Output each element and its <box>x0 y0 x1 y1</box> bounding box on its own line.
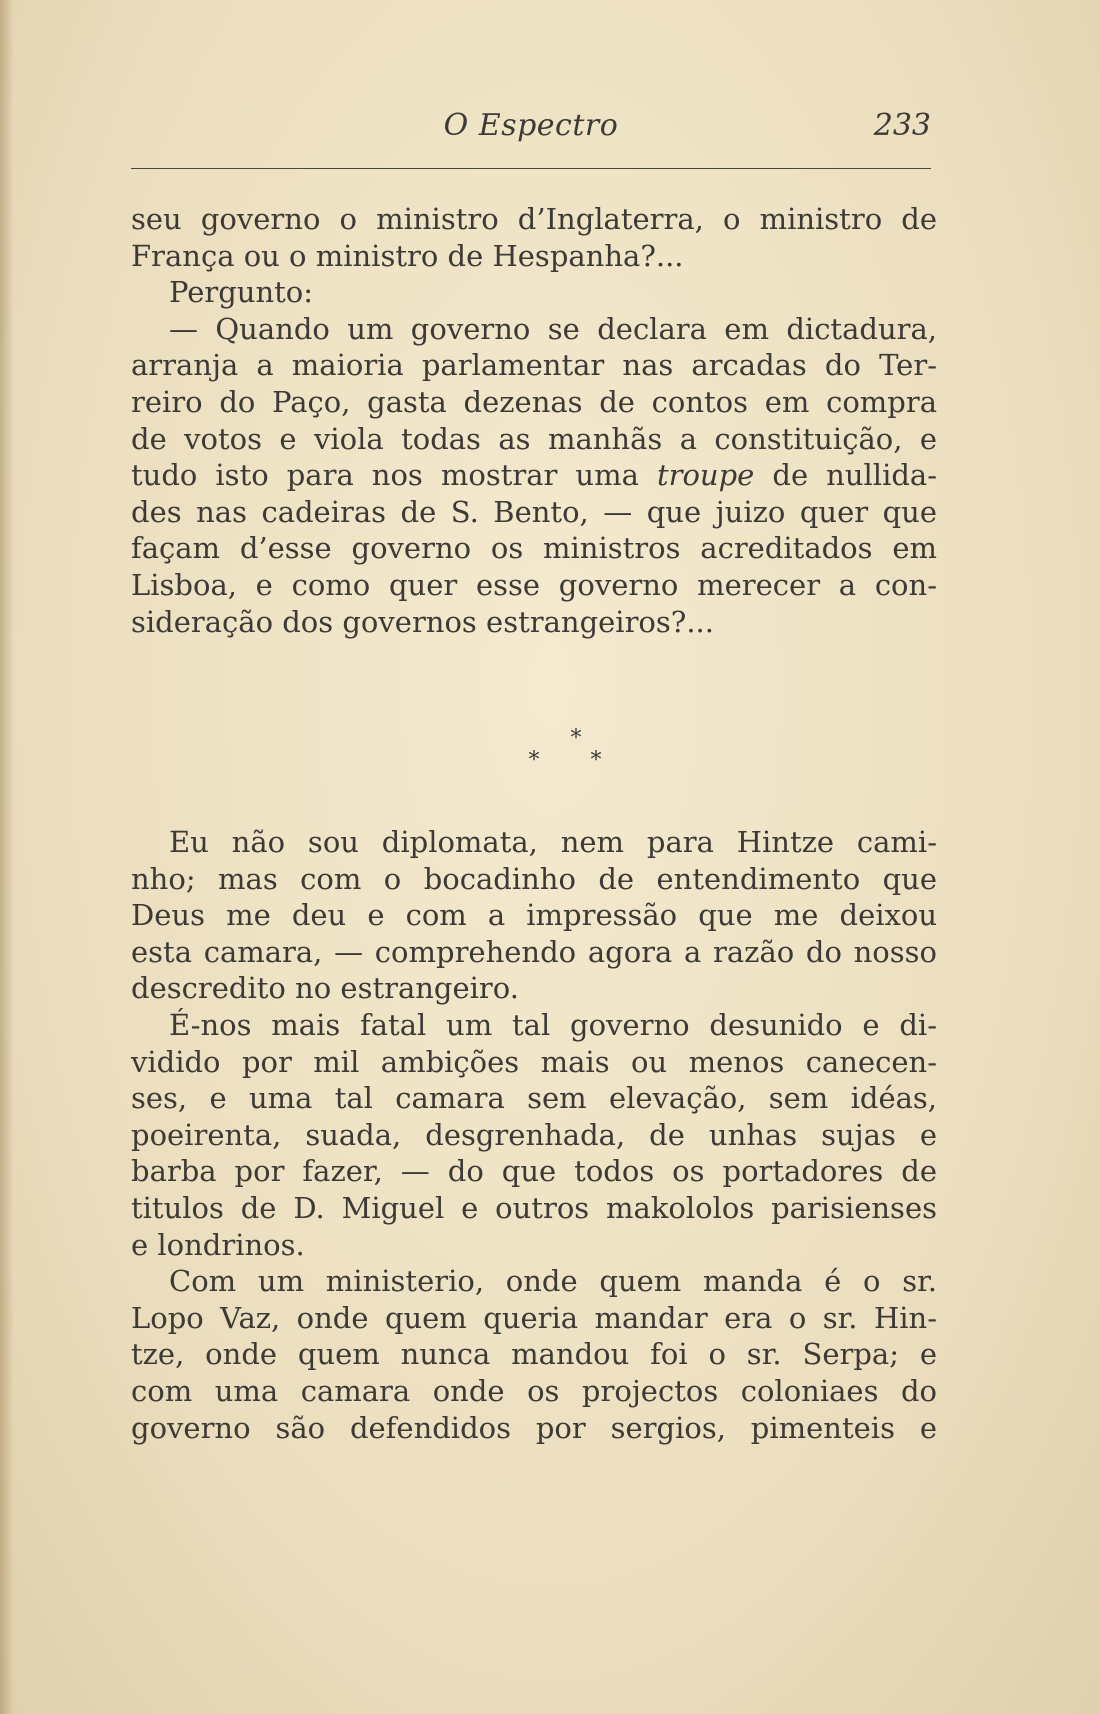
text-line: poeirenta, suada, desgrenhada, de unhas sujas e <box>131 1117 937 1152</box>
text-line: vidido por mil ambições mais ou menos canecen- <box>131 1044 937 1079</box>
text-line: França ou o ministro de Hespanha?... <box>131 238 684 273</box>
text-fragment: tudo isto para nos mostrar uma <box>131 458 657 493</box>
header-rule <box>131 168 931 169</box>
body-text-first <box>131 201 937 640</box>
text-line: Lopo Vaz, onde quem queria mandar era o sr. Hin- <box>131 1300 937 1335</box>
asterism-top: * <box>570 726 582 751</box>
text-fragment: de nullida- <box>754 458 938 493</box>
text-line: titulos de D. Miguel e outros makololos parisienses <box>131 1190 937 1225</box>
text-line: de votos e viola todas as manhãs a constituição, e <box>131 421 937 456</box>
text-line: esta camara, — comprehendo agora a razão do nosso <box>131 934 937 969</box>
text-line: com uma camara onde os projectos coloniaes do <box>131 1373 937 1408</box>
text-line-with-italic <box>131 457 937 494</box>
page-header <box>131 108 931 152</box>
text-line: governo são defendidos por sergios, pimenteis e <box>131 1410 937 1445</box>
text-line: des nas cadeiras de S. Bento, — que juizo quer que <box>131 494 937 529</box>
text-line: Eu não sou diplomata, nem para Hintze cami- <box>169 825 937 859</box>
text-line: ses, e uma tal camara sem elevação, sem idéas, <box>131 1081 937 1116</box>
text-line: façam d’esse governo os ministros acreditados em <box>131 531 937 566</box>
page-edge-shadow <box>0 0 14 1714</box>
text-line: Com um ministerio, onde quem manda é o sr. <box>169 1264 937 1299</box>
text-line: sideração dos governos estrangeiros?... <box>131 604 714 639</box>
text-line: arranja a maioria parlamentar nas arcadas do Ter- <box>131 348 937 383</box>
italic-word: troupe <box>656 458 755 493</box>
text-line: Pergunto: <box>169 275 314 310</box>
running-title: O Espectro <box>443 108 619 143</box>
asterism-bottom: * * <box>528 748 624 773</box>
text-line: Deus me deu e com a impressão que me deixou <box>131 898 937 933</box>
text-line: descredito no estrangeiro. <box>131 971 519 1006</box>
page-number: 233 <box>873 108 931 143</box>
text-line: seu governo o ministro d’Inglaterra, o ministro de <box>131 202 937 236</box>
text-line: barba por fazer, — do que todos os portadores de <box>131 1154 937 1189</box>
text-line: Lisboa, e como quer esse governo merecer a con- <box>131 567 937 602</box>
text-line: e londrinos. <box>131 1227 305 1262</box>
body-text-second <box>131 824 937 1446</box>
section-separator <box>0 728 1100 772</box>
text-line: reiro do Paço, gasta dezenas de contos em compra <box>131 384 937 419</box>
text-line: — Quando um governo se declara em dictadura, <box>169 311 937 346</box>
text-line: nho; mas com o bocadinho de entendimento que <box>131 861 937 896</box>
text-line: tze, onde quem nunca mandou foi o sr. Serpa; e <box>131 1337 937 1372</box>
text-line: É-nos mais fatal um tal governo desunido e di- <box>169 1007 937 1042</box>
